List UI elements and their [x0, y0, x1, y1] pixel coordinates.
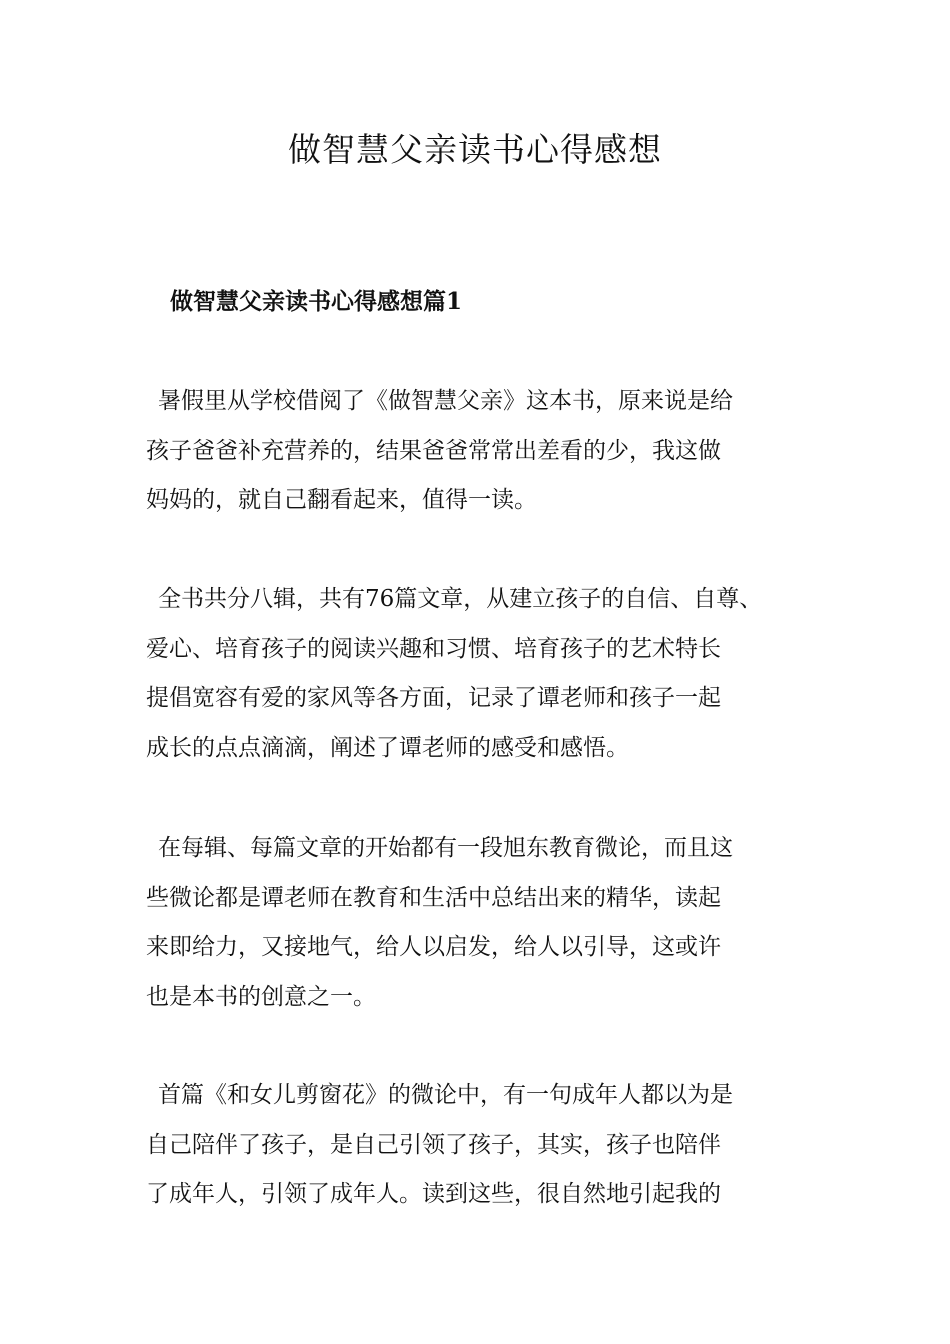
- paragraph-line: 些微论都是谭老师在教育和生活中总结出来的精华，读起: [146, 884, 721, 911]
- paragraph-line: 成长的点点滴滴，阐述了谭老师的感受和感悟。: [146, 734, 629, 761]
- paragraph-line: 妈妈的，就自己翻看起来，值得一读。: [146, 487, 537, 513]
- paragraph-4: [146, 1071, 836, 1220]
- section-heading: 做智慧父亲读书心得感想篇1: [170, 288, 463, 315]
- paragraph-2: [146, 575, 836, 773]
- paragraph-line: 孩子爸爸补充营养的，结果爸爸常常出差看的少，我这做: [146, 437, 721, 464]
- paragraph-line: 爱心、培育孩子的阅读兴趣和习惯、培育孩子的艺术特长: [146, 635, 721, 662]
- paragraph-line: 全书共分八辑，共有76篇文章，从建立孩子的自信、自尊、: [158, 586, 763, 612]
- paragraph-1: [146, 377, 836, 526]
- paragraph-line: 了成年人，引领了成年人。读到这些，很自然地引起我的: [146, 1181, 721, 1207]
- paragraph-line: 暑假里从学校借阅了《做智慧父亲》这本书，原来说是给: [158, 388, 733, 414]
- paragraph-line: 在每辑、每篇文章的开始都有一段旭东教育微论，而且这: [158, 835, 733, 861]
- paragraph-line: 来即给力，又接地气，给人以启发，给人以引导，这或许: [146, 934, 721, 960]
- paragraph-line: 首篇《和女儿剪窗花》的微论中，有一句成年人都以为是: [158, 1082, 733, 1108]
- paragraph-line: 提倡宽容有爱的家风等各方面，记录了谭老师和孩子一起: [146, 685, 721, 711]
- paragraph-3: [146, 824, 836, 1022]
- document-title: 做智慧父亲读书心得感想: [288, 130, 662, 169]
- paragraph-line: 自己陪伴了孩子，是自己引领了孩子，其实，孩子也陪伴: [146, 1131, 721, 1158]
- paragraph-line: 也是本书的创意之一。: [146, 983, 376, 1010]
